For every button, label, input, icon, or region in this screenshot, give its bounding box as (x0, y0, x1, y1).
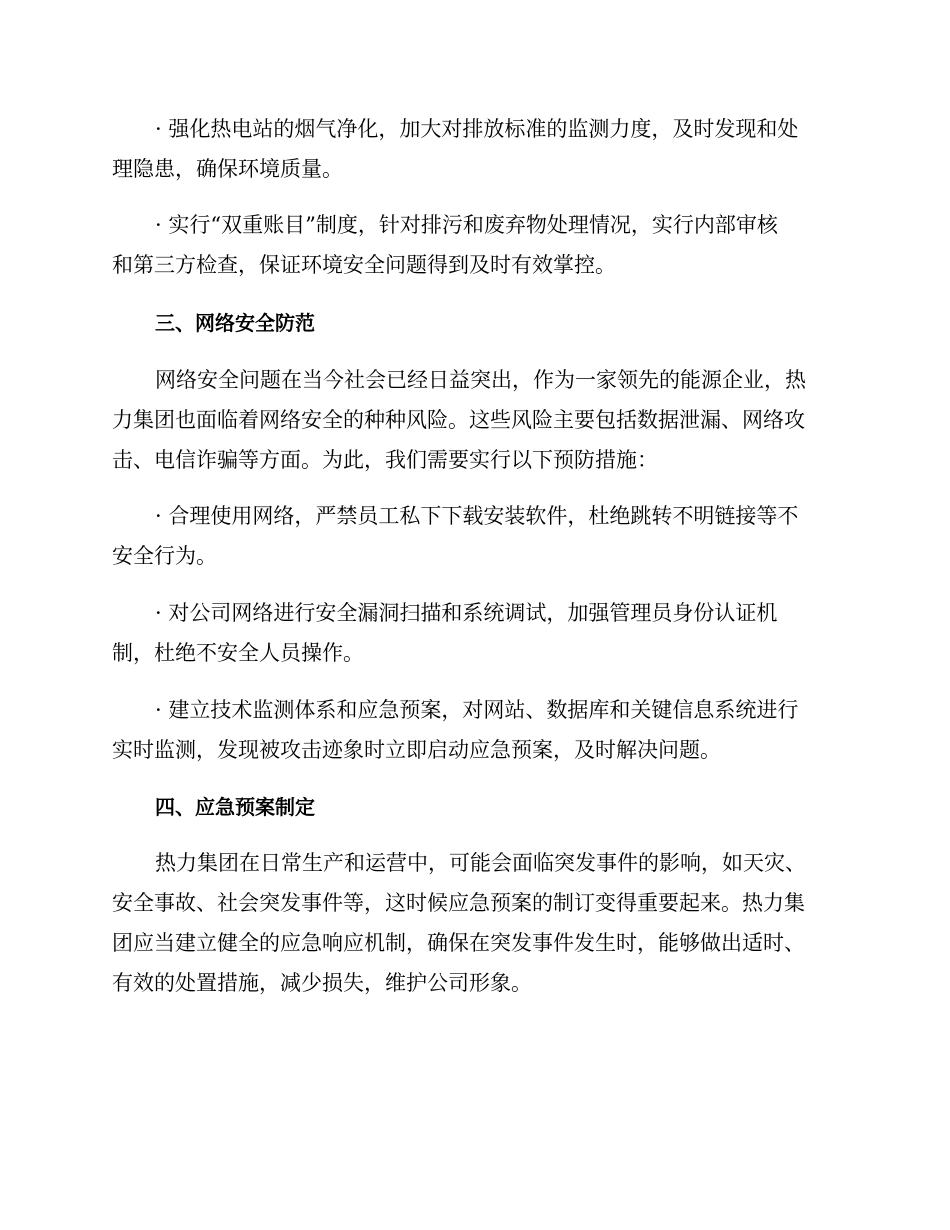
bullet-network-usage-line-2: 安全行为。 (112, 544, 217, 568)
network-intro-line-3: 击、电信诈骗等方面。为此，我们需要实行以下预防措施： (112, 448, 658, 472)
bullet-flue-gas-line-1: · 强化热电站的烟气净化，加大对排放标准的监测力度，及时发现和处 (155, 117, 799, 141)
bullet-network-usage-line-1: · 合理使用网络，严禁员工私下下载安装软件，杜绝跳转不明链接等不 (155, 504, 799, 528)
section-heading-network-security: 三、网络安全防范 (155, 311, 315, 335)
bullet-vulnerability-scan-line-1: · 对公司网络进行安全漏洞扫描和系统调试，加强管理员身份认证机 (155, 601, 778, 625)
emergency-intro-line-1: 热力集团在日常生产和运营中，可能会面临突发事件的影响，如天灾、 (155, 851, 806, 875)
bullet-monitoring-line-2: 实时监测，发现被攻击迹象时立即启动应急预案，及时解决问题。 (112, 738, 721, 762)
network-intro-line-2: 力集团也面临着网络安全的种种风险。这些风险主要包括数据泄漏、网络攻 (112, 408, 805, 432)
bullet-dual-account-line-2: 和第三方检查，保证环境安全问题得到及时有效掌控。 (112, 253, 616, 277)
bullet-flue-gas-line-2: 理隐患，确保环境质量。 (112, 157, 343, 181)
section-heading-emergency-plan: 四、应急预案制定 (155, 795, 315, 819)
bullet-dual-account-line-1: · 实行“双重账目”制度，针对排污和废弃物处理情况，实行内部审核 (155, 213, 778, 237)
bullet-monitoring-line-1: · 建立技术监测体系和应急预案，对网站、数据库和关键信息系统进行 (155, 698, 799, 722)
emergency-intro-line-3: 团应当建立健全的应急响应机制，确保在突发事件发生时，能够做出适时、 (112, 931, 805, 955)
bullet-vulnerability-scan-line-2: 制，杜绝不安全人员操作。 (112, 641, 364, 665)
network-intro-line-1: 网络安全问题在当今社会已经日益突出，作为一家领先的能源企业，热 (155, 368, 806, 392)
emergency-intro-line-4: 有效的处置措施，减少损失，维护公司形象。 (112, 971, 532, 995)
emergency-intro-line-2: 安全事故、社会突发事件等，这时候应急预案的制订变得重要起来。热力集 (112, 891, 805, 915)
